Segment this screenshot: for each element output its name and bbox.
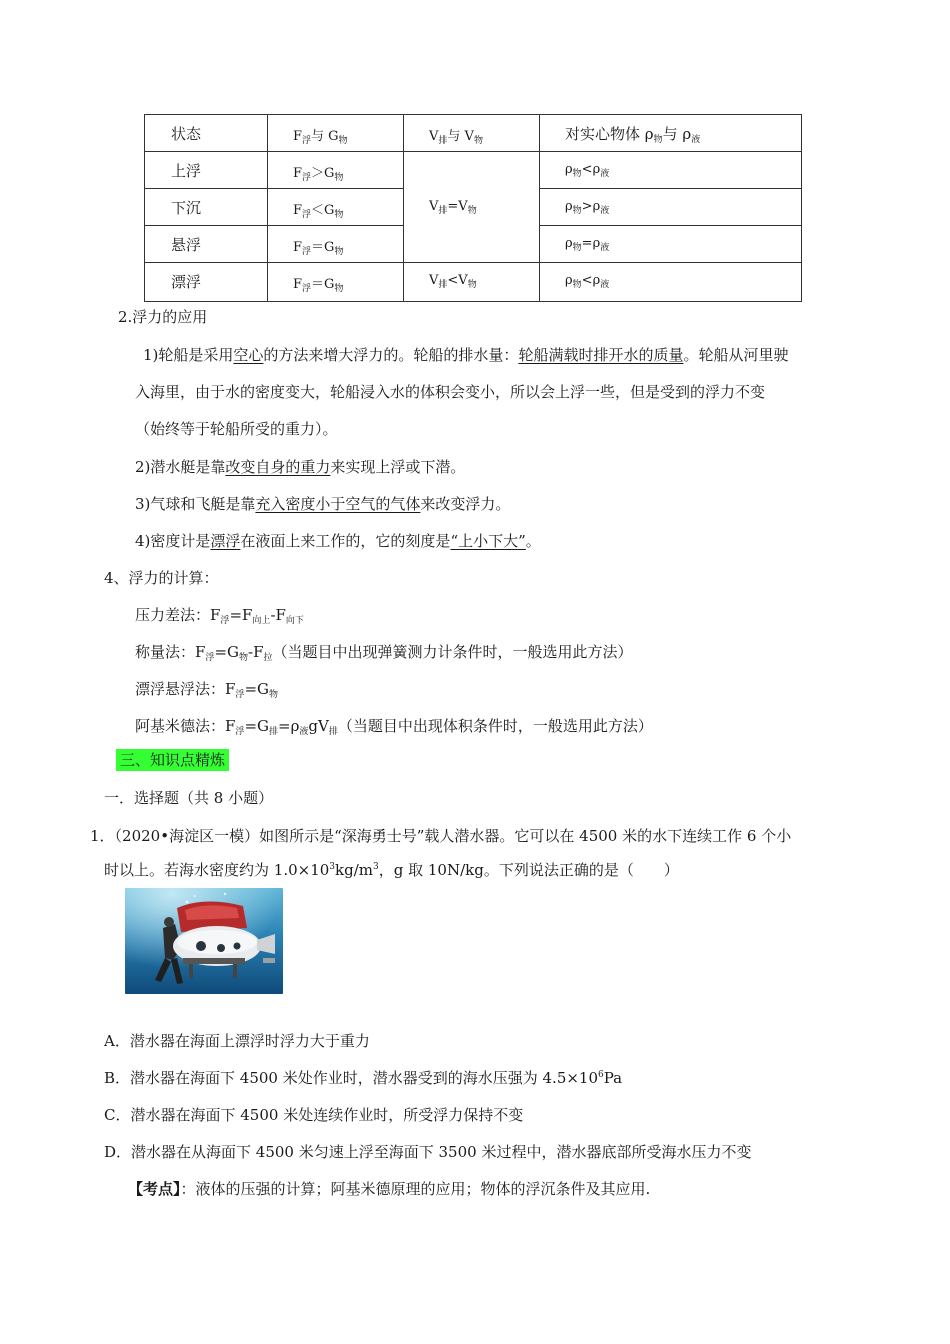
section2-para3: 3)气球和飞艇是靠充入密度小于空气的气体来改变浮力。: [135, 495, 511, 513]
row-density-float: $\rho_物<\rho_液$: [565, 273, 610, 290]
submersible-illustration: [125, 888, 283, 994]
section2-para2: 2)潜水艇是靠改变自身的重力来实现上浮或下潜。: [135, 458, 466, 476]
row-force-rise: $F_浮>G_物$: [293, 166, 344, 183]
row-state-suspend: 悬浮: [171, 236, 202, 254]
row-density-rise: $\rho_物<\rho_液$: [565, 162, 610, 179]
section4-title: 4、浮力的计算：: [104, 569, 219, 587]
section2-para1-line3: （始终等于轮船所受的重力）。: [135, 420, 338, 438]
choice-heading: 一．选择题（共 8 小题）: [104, 789, 274, 807]
header-volume: $V_排$与 $V_物$: [429, 129, 483, 146]
question-line2: 时以上。若海水密度约为 $1.0\times 10^3kg/m^3$，g 取 10N/kg。下列说法正确的是（ ）: [104, 861, 679, 879]
row-density-suspend: $\rho_物=\rho_液$: [565, 236, 610, 253]
option-c: C．潜水器在海面下 4500 米处连续作业时，所受浮力保持不变: [104, 1106, 524, 1124]
row-force-float: $F_浮=G_物$: [293, 277, 344, 294]
buoyancy-state-table: [144, 114, 802, 302]
row-state-sink: 下沉: [171, 199, 202, 217]
merged-volume-cell: $V_排=V_物$: [429, 199, 477, 216]
kaodian: [128, 1178, 650, 1199]
section2-para1-line2: 入海里，由于水的密度变大，轮船浸入水的体积会变小，所以会上浮一些，但是受到的浮力不变: [135, 383, 766, 401]
method-weighing: 称量法：$F_浮=G_物-F_拉$（当题目中出现弹簧测力计条件时，一般选用此方法）: [135, 643, 633, 663]
option-a: A．潜水器在海面上漂浮时浮力大于重力: [104, 1032, 370, 1050]
row-state-float: 漂浮: [171, 273, 202, 291]
section2-title: 2.浮力的应用: [118, 308, 208, 326]
row-force-suspend: $F_浮=G_物$: [293, 240, 344, 257]
question-line1: 1．（2020•海淀区一模）如图所示是“深海勇士号”载人潜水器。它可以在 4500 米的水下连续工作 6 个小: [90, 827, 792, 845]
option-d: D．潜水器在从海面下 4500 米匀速上浮至海面下 3500 米过程中，潜水器底部所受海水压力不变: [104, 1143, 752, 1161]
header-density: 对实心物体 $\rho_物$与 $\rho_液$: [565, 125, 701, 145]
row-density-sink: $\rho_物>\rho_液$: [565, 199, 610, 216]
option-b: B．潜水器在海面下 4500 米处作业时，潜水器受到的海水压强为 $4.5\times 10^6Pa$: [104, 1069, 623, 1087]
section2-para4: 4)密度计是漂浮在液面上来工作的，它的刻度是“上小下大”。: [135, 532, 541, 550]
section3-heading: 三、知识点精炼: [116, 749, 229, 770]
submersible-photo: [125, 888, 283, 994]
row-force-sink: $F_浮<G_物$: [293, 203, 344, 220]
header-force: $F_浮$与 $G_物$: [293, 129, 348, 146]
row-volume-float: $V_排<V_物$: [429, 273, 477, 290]
method-archimedes: 阿基米德法：$F_浮=G_排=\rho_液gV_排$（当题目中出现体积条件时，一般选用此方法）: [135, 717, 653, 737]
header-state: 状态: [171, 125, 202, 143]
method-pressure-difference: 压力差法：$F_浮=F_{向上}-F_{向下}$: [135, 606, 304, 626]
section2-para1-line1: 1)轮船是采用空心的方法来增大浮力的。轮船的排水量：轮船满载时排开水的质量。轮船从河里驶: [143, 346, 789, 364]
kaodian-label: 【考点】: [128, 1180, 181, 1198]
kaodian-text: ：液体的压强的计算；阿基米德原理的应用；物体的浮沉条件及其应用.: [180, 1180, 651, 1198]
method-floating: 漂浮悬浮法：$F_浮=G_物$: [135, 680, 279, 700]
row-state-rise: 上浮: [171, 162, 202, 180]
